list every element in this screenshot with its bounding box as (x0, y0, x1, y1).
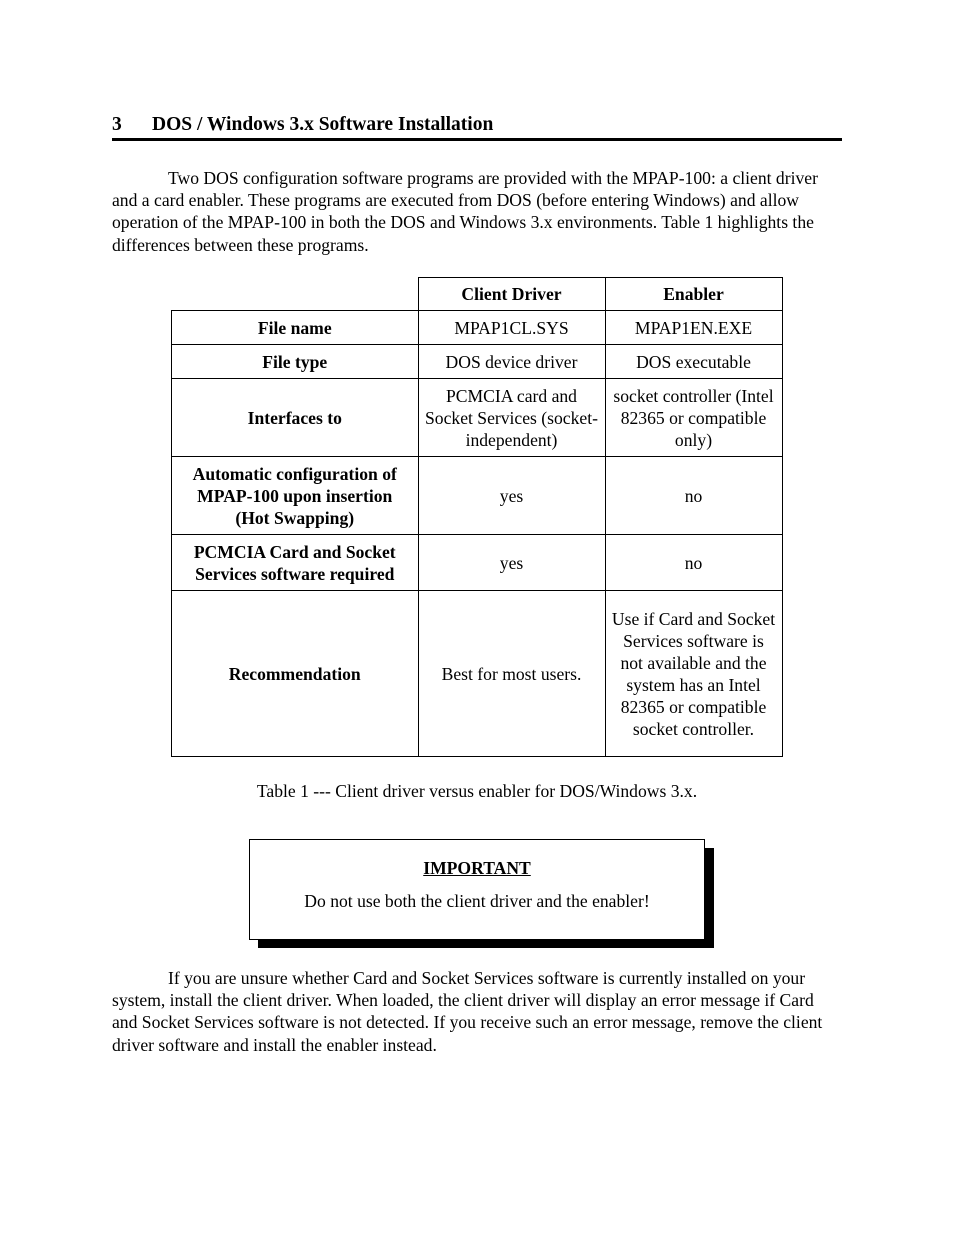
table-caption: Table 1 --- Client driver versus enabler for DOS/Windows 3.x. (256, 781, 698, 801)
table-corner-cell (172, 278, 419, 311)
enabler-cell: socket controller (Intel 82365 or compatible only) (605, 379, 782, 457)
section-heading (112, 112, 842, 141)
enabler-cell: MPAP1EN.EXE (605, 311, 782, 345)
client-driver-cell: yes (418, 457, 605, 535)
row-label: Recommendation (172, 591, 419, 757)
table-row (172, 535, 783, 591)
client-driver-cell: DOS device driver (418, 345, 605, 379)
enabler-cell: no (605, 535, 782, 591)
header-enabler: Enabler (605, 278, 782, 311)
table-row (172, 311, 783, 345)
notice-title: IMPORTANT (423, 858, 531, 878)
section-title: DOS / Windows 3.x Software Installation (152, 114, 494, 135)
closing-paragraph (112, 967, 842, 1056)
table-row (172, 345, 783, 379)
client-driver-cell: PCMCIA card and Socket Services (socket-independent) (418, 379, 605, 457)
enabler-cell: no (605, 457, 782, 535)
table-row (172, 457, 783, 535)
client-driver-cell: yes (418, 535, 605, 591)
row-label: File name (172, 311, 419, 345)
section-number: 3 (112, 114, 122, 135)
row-label: Interfaces to (172, 379, 419, 457)
row-label: PCMCIA Card and Socket Services software required (172, 535, 419, 591)
header-client-driver: Client Driver (418, 278, 605, 311)
enabler-cell: Use if Card and Socket Services software is not available and the system has an Intel 82365 or compatible socket controller. (605, 591, 782, 757)
comparison-table (171, 277, 783, 757)
closing-paragraph-text: If you are unsure whether Card and Socket Services software is currently installed on your system, install the client driver. When loaded, the client driver will display an error message if Card and Socket Services software is not detected. If you receive such an error message, remove the client driver software and install the enabler instead. (112, 968, 823, 1055)
row-label: File type (172, 345, 419, 379)
table-header-row (172, 278, 783, 311)
table-row (172, 591, 783, 757)
client-driver-cell: Best for most users. (418, 591, 605, 757)
enabler-cell: DOS executable (605, 345, 782, 379)
table-row (172, 379, 783, 457)
notice-message: Do not use both the client driver and the enabler! (304, 891, 650, 911)
client-driver-cell: MPAP1CL.SYS (418, 311, 605, 345)
important-notice-box (249, 839, 705, 940)
intro-paragraph (112, 167, 842, 256)
intro-paragraph-text: Two DOS configuration software programs are provided with the MPAP-100: a client driver and a card enabler. These programs are executed from DOS (before entering Windows) and allow operation of the MPAP-100 in both the DOS and Windows 3.x environments. Table 1 highlights the differences between these programs. (112, 168, 818, 255)
row-label: Automatic configuration of MPAP-100 upon insertion (Hot Swapping) (172, 457, 419, 535)
